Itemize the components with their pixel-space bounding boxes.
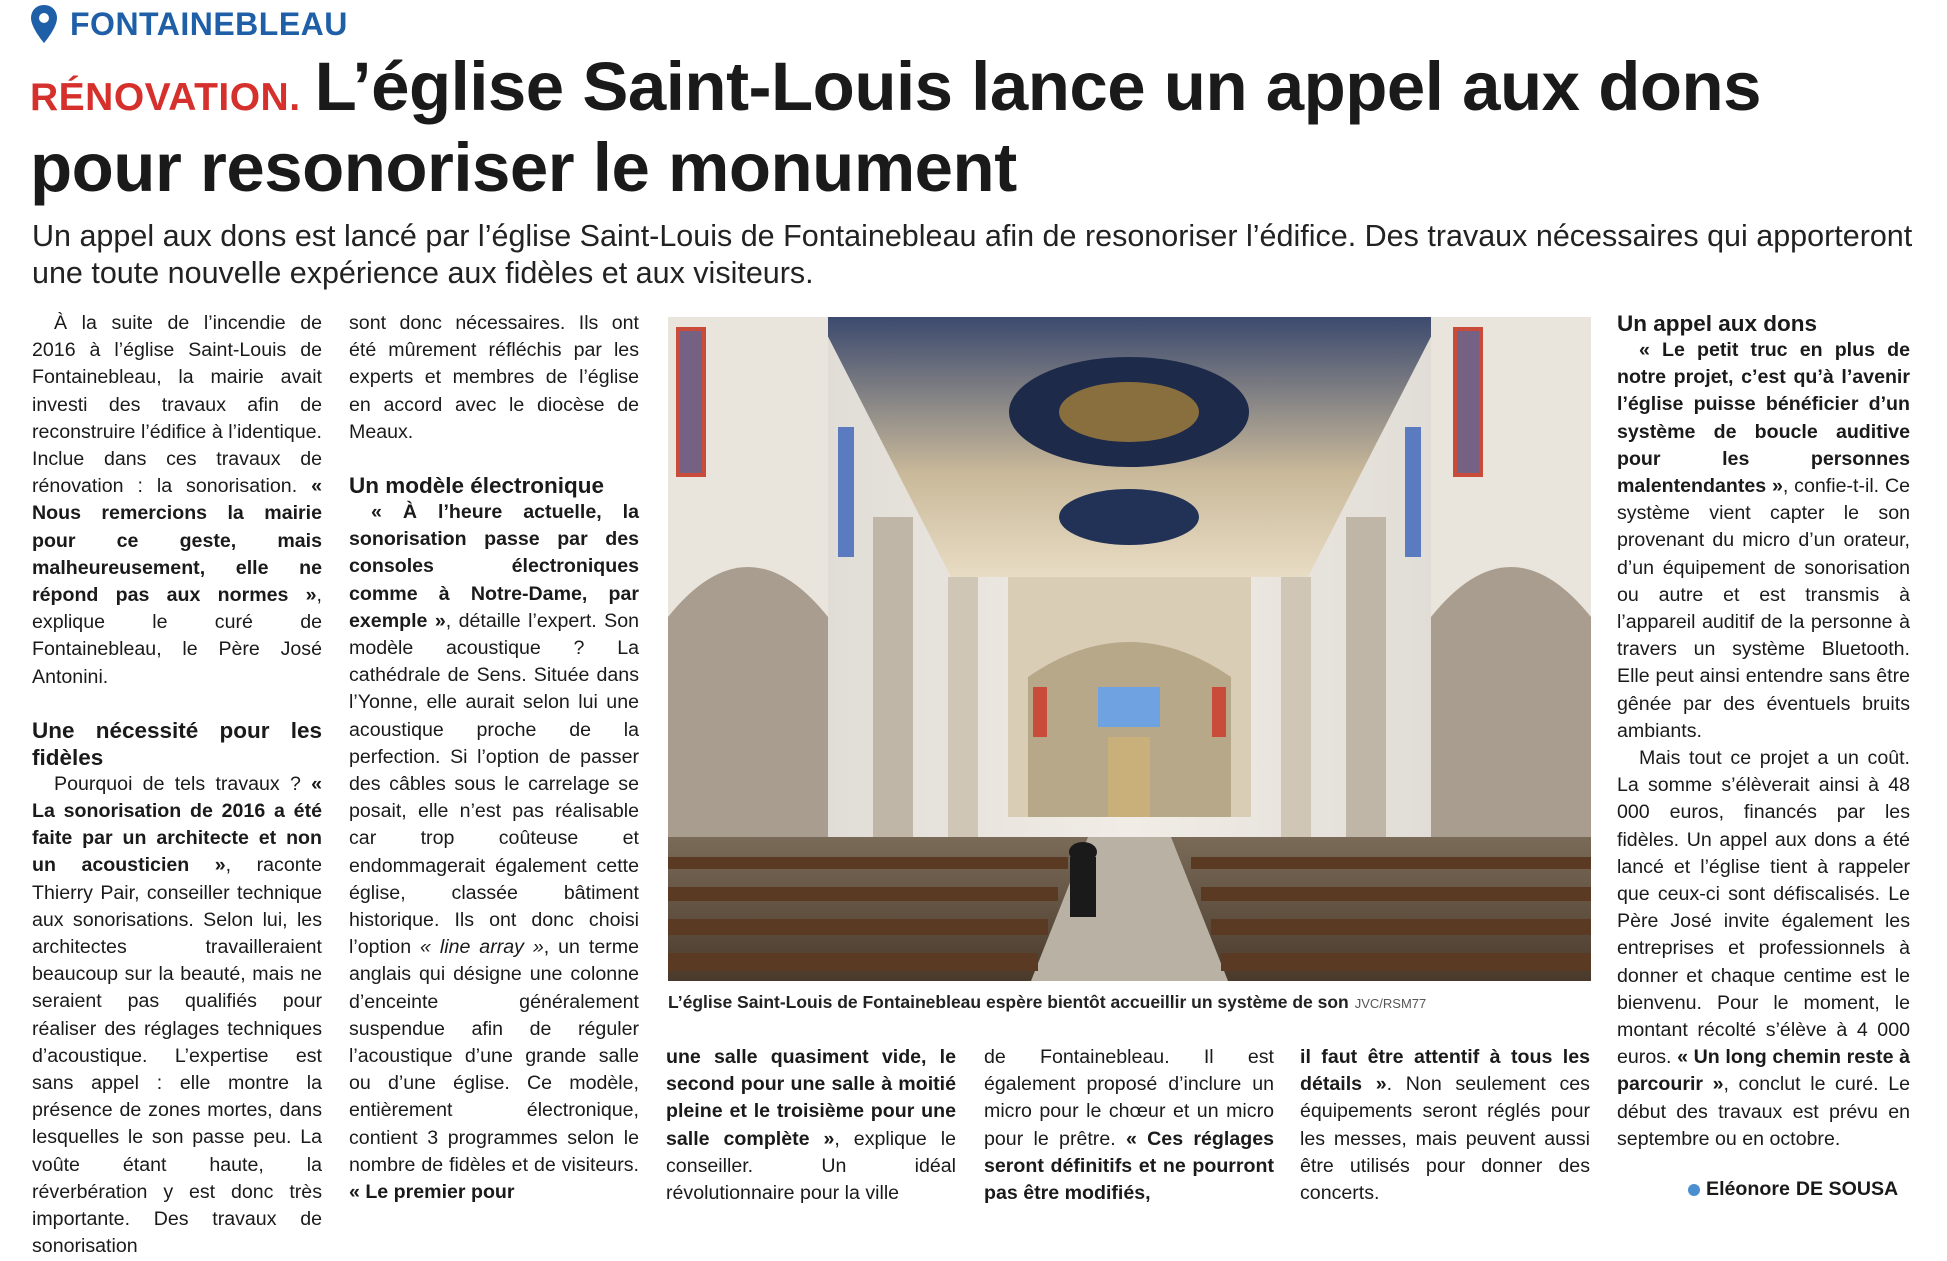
photo-credit: JVC/RSM77 xyxy=(1354,996,1427,1011)
quote: « Nous remercions la mairie pour ce geste, mais malheureusement, elle ne répond pas aux normes » xyxy=(32,475,322,607)
paragraph: « Le petit truc en plus de notre projet, c’est qu’à l’avenir l’église puisse bénéficier d’un système de boucle auditive pour les personnes malentendantes », confie-t-il. Ce système vient capter le son provenant du micro d’un orateur, d’un équipement de sonorisation ou autre et est transmis à l’appareil auditif de la personne à travers un système Bluetooth. Elle peut ainsi entendre sans être gênée par des éventuels bruits ambiants. xyxy=(1617,339,1910,742)
paragraph: une salle quasiment vide, le second pour une salle à moitié pleine et le troisième pour une salle complète », explique le conseiller. Un idéal révolutionnaire pour la ville xyxy=(666,1046,956,1205)
article-headline xyxy=(30,48,1910,206)
article-column-4 xyxy=(984,1044,1274,1207)
paragraph: « À l’heure actuelle, la sonorisation passe par des consoles électroniques comme à Notre-Dame, par exemple », détaille l’expert. Son modèle acoustique ? La cathédrale de Sens. Située dans l’Yonne, elle aurait selon lui une acoustique proche de la perfection. Si l’option de passer des câbles sous le carrelage se posait, elle n’est pas réalisable car trop coûteuse et endommagerait également cette église, classée bâtiment historique. Ils ont donc choisi l’option « line array », un terme anglais qui désigne une colonne d’enceinte généralement suspendue afin de réguler l’acoustique d’une grande salle ou d’une église. Ce modèle, entièrement électronique, contient 3 programmes selon le nombre de fidèles et de visiteurs. « Le premier pour xyxy=(349,501,640,1204)
quote: « Le petit truc en plus de notre projet, c’est qu’à l’avenir l’église puisse bénéficier d’un système de boucle auditive pour les personnes malentendantes » xyxy=(1617,339,1910,498)
photo-caption: L’église Saint-Louis de Fontainebleau espère bientôt accueillir un système de son JVC/RSM77 xyxy=(668,992,1427,1012)
paragraph: il faut être attentif à tous les détails ». Non seulement ces équipements seront réglés pour les messes, mais peuvent aussi être utilisés pour donner des concerts. xyxy=(1300,1046,1590,1205)
article-column-5 xyxy=(1300,1044,1590,1207)
article-column-1 xyxy=(32,310,322,1261)
quote: il faut être attentif à tous les détails » xyxy=(1300,1046,1590,1096)
location-label: FONTAINEBLEAU xyxy=(70,5,348,42)
author-first-name: Eléonore xyxy=(1706,1178,1790,1200)
article-column-6 xyxy=(1617,310,1910,1153)
quote: « Un long chemin reste à parcourir » xyxy=(1617,1046,1911,1096)
kicker-label: RÉNOVATION. xyxy=(30,76,301,119)
headline-text: L’église Saint-Louis lance un appel aux dons pour resonoriser le monument xyxy=(30,48,1762,206)
quote: « Ces réglages seront définitifs et ne pourront pas être modifiés, xyxy=(984,1127,1274,1205)
quote: « La sonorisation de 2016 a été faite par un architecte et non un acousticien » xyxy=(32,772,322,877)
quote: « À l’heure actuelle, la sonorisation passe par des consoles électroniques comme à Notre-Dame, par exemple » xyxy=(349,501,639,632)
article-column-3 xyxy=(666,1044,956,1207)
paragraph: de Fontainebleau. Il est également proposé d’inclure un micro pour le chœur et un micro pour le prêtre. « Ces réglages seront définitifs et ne pourront pas être modifiés, xyxy=(984,1046,1274,1205)
standfirst: Un appel aux dons est lancé par l’église Saint-Louis de Fontainebleau afin de resonoriser l’édifice. Des travaux nécessaires qui apporteront une toute nouvelle expérience aux fidèles et aux visiteurs. xyxy=(32,219,1913,290)
paragraph: À la suite de l’incendie de 2016 à l’église Saint-Louis de Fontainebleau, la mairie avait investi des travaux afin de reconstruire l’édifice à l’identique. Inclue dans ces travaux de rénovation : la sonorisation. « Nous remercions la mairie pour ce geste, mais malheureusement, elle ne répond pas aux normes », explique le curé de Fontainebleau, le Père José Antonini. xyxy=(32,312,322,688)
bullet-dot-icon xyxy=(1688,1184,1700,1196)
paragraph: sont donc nécessaires. Ils ont été mûrement réfléchis par les experts et membres de l’église en accord avec le diocèse de Meaux. xyxy=(349,312,639,443)
author-last-name: DE SOUSA xyxy=(1795,1178,1899,1200)
quote: une salle quasiment vide, le second pour une salle à moitié pleine et le troisième pour une salle complète » xyxy=(666,1046,956,1150)
paragraph: Mais tout ce projet a un coût. La somme s’élèverait ainsi à 48 000 euros, financés par les fidèles. Un appel aux dons a été lancé et l’église tient à rappeler que ceux-ci sont défiscalisés. Le Père José invite également les entreprises et professionnels à donner et chaque centime est le bienvenu. Pour le moment, le montant récolté s’élève à 4 000 euros. « Un long chemin reste à parcourir », conclut le curé. Le début des travaux est prévu en septembre ou en octobre. xyxy=(1617,747,1911,1150)
author-byline xyxy=(1688,1178,1898,1201)
subheading: Un modèle électronique xyxy=(349,473,605,499)
subheading: Une nécessité pour les fidèles xyxy=(32,717,322,770)
paragraph: Pourquoi de tels travaux ? « La sonorisation de 2016 a été faite par un architecte et non un acousticien », raconte Thierry Pair, conseiller technique aux sonorisations. Selon lui, les architectes travailleraient beaucoup sur la beauté, mais ne seraient pas qualifiés pour réaliser des réglages techniques d’acoustique. L’expertise est sans appel : elle montre la présence de zones mortes, dans lesquelles le son passe peu. La voûte étant haute, la réverbération y est donc très importante. Des travaux de sonorisation xyxy=(32,772,322,1258)
subheading: Un appel aux dons xyxy=(1617,311,1818,336)
article-column-2 xyxy=(349,310,639,1206)
quote: « Le premier pour xyxy=(349,1181,515,1204)
church-nave-photo xyxy=(668,317,1591,981)
location-line xyxy=(30,4,348,44)
location-pin-icon xyxy=(30,4,58,44)
